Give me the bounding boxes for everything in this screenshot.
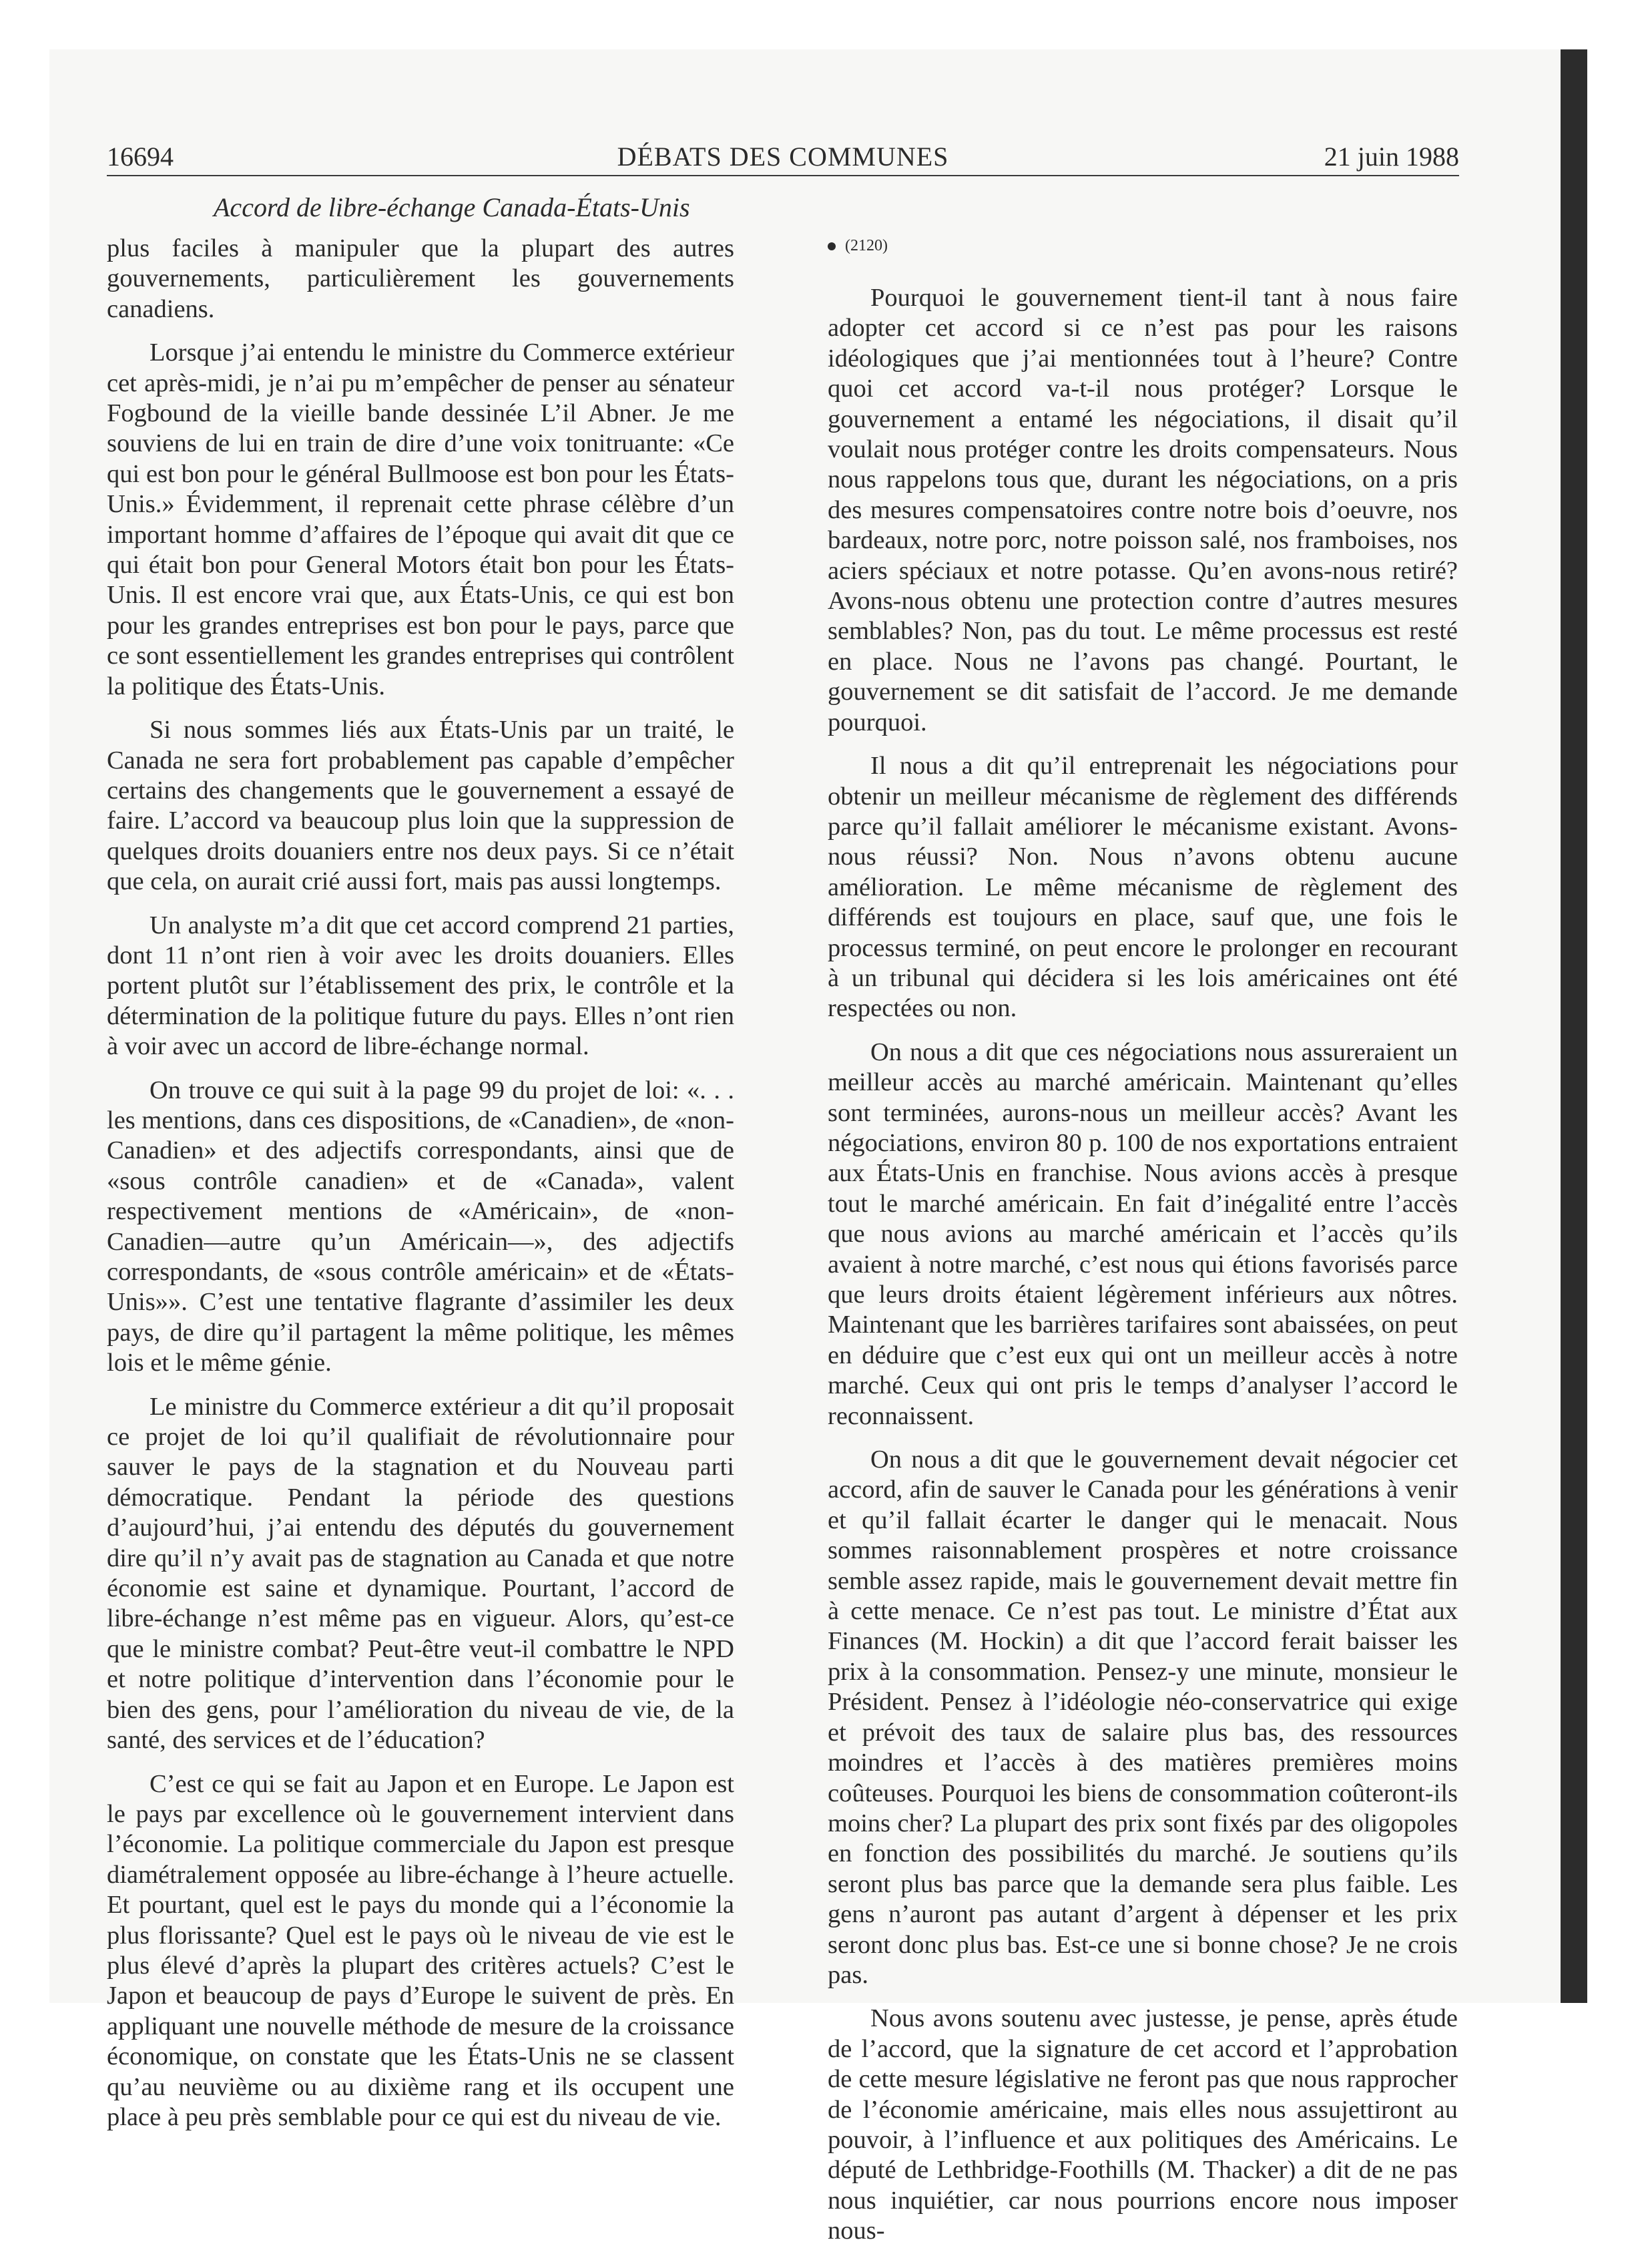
- paragraph: On nous a dit que le gouvernement devait négocier cet accord, afin de sauver le Canada pour les générations à venir et qu’il fallait écarter le danger qui le menacait. Nous sommes raisonnablement prospères et notre croissance semble assez rapide, mais le gouvernement devait mettre fin à cette menace. Ce n’est pas tout. Le ministre d’État aux Finances (M. Hockin) a dit que l’accord ferait baisser les prix à la consommation. Pensez-y une minute, monsieur le Président. Pensez à l’idéologie néo-conservatrice qui exige et prévoit des taux de salaire plus bas, des ressources moindres et l’accès à des matières premières moins coûteuses. Pourquoi les biens de consommation coûteront-ils moins cher? La plupart des prix sont fixés par des oligopoles en fonction des possibilités du marché. Je soutiens qu’ils seront plus bas parce que la demande sera plus faible. Les gens n’auront pas autant d’argent à dépenser et les prix seront donc plus bas. Est-ce une si bonne chose? Je ne crois pas.: [828, 1445, 1458, 1989]
- left-column: [107, 234, 734, 2146]
- paragraph: On nous a dit que ces négociations nous assureraient un meilleur accès au marché américain. Maintenant qu’elles sont terminées, aurons-nous un meilleur accès? Avant les négociations, environ 80 p. 100 de nos exportations entraient aux États-Unis en franchise. Nous avions accès à presque tout le marché américain. En fait d’inégalité entre l’accès que nous avions au marché américain et l’accès qu’ils avaient à notre marché, c’est nous qui étions favorisés parce que leurs droits étaient légèrement inférieurs aux nôtres. Maintenant que les barrières tarifaires sont abaissées, on peut en déduire que c’est eux qui ont un meilleur accès à notre marché. Ceux qui ont pris le temps d’analyser l’accord le reconnaissent.: [828, 1038, 1458, 1430]
- section-subtitle: Accord de libre-échange Canada-États-Unis: [214, 192, 690, 222]
- time-marker: [828, 232, 1458, 259]
- paragraph: Il nous a dit qu’il entreprenait les négociations pour obtenir un meilleur mécanisme de règlement des différends parce qu’il fallait améliorer le mécanisme existant. Avons-nous réussi? Non. Nous n’avons obtenu aucune amélioration. Le même mécanisme de règlement des différends est toujours en place, sauf que, une fois le processus terminé, on peut encore le prolonger en recourant à un tribunal qui décidera si les lois américaines ont été respectées ou non.: [828, 752, 1458, 1023]
- paragraph: plus faciles à manipuler que la plupart des autres gouvernements, particulièrement les gouvernements canadiens.: [107, 234, 734, 323]
- header-rule: [107, 175, 1459, 176]
- page-date: 21 juin 1988: [1324, 142, 1459, 172]
- scan-edge: [1561, 49, 1587, 2003]
- right-column: [828, 232, 1458, 2260]
- paragraph: Si nous sommes liés aux États-Unis par un traité, le Canada ne sera fort probablement pas capable d’empêcher certains des changements que le gouvernement a essayé de faire. L’accord va beaucoup plus loin que la suppression de quelques droits douaniers entre nos deux pays. Si ce n’était que cela, on aurait crié aussi fort, mais pas aussi longtemps.: [107, 716, 734, 896]
- page-header: [107, 140, 1459, 174]
- paragraph: Lorsque j’ai entendu le ministre du Commerce extérieur cet après-midi, je n’ai pu m’empêcher de penser au sénateur Fogbound de la vieille bande dessinée L’il Abner. Je me souviens de lui en train de dire d’une voix tonitruante: «Ce qui est bon pour le général Bullmoose est bon pour les États-Unis.» Évidemment, il reprenait cette phrase célèbre d’un important homme d’affaires de l’époque qui avait dit que ce qui était bon pour General Motors était bon pour les États-Unis. Il est encore vrai que, aux États-Unis, ce qui est bon pour les grandes entreprises est bon pour le pays, parce que ce sont essentiellement les grandes entreprises qui contrôlent la politique des États-Unis.: [107, 338, 734, 700]
- paragraph: On trouve ce qui suit à la page 99 du projet de loi: «. . . les mentions, dans ces dispositions, de «Canadien», de «non-Canadien» et des adjectifs correspondants, ainsi que de «sous contrôle canadien» et de «Canada», valent respectivement mentions de «Américain», de «non-Canadien—autre qu’un Américain—», des adjectifs correspondants, de «sous contrôle américain» et de «États-Unis»». C’est une tentative flagrante d’assimiler les deux pays, de dire qu’il partagent la même politique, les mêmes lois et le même génie.: [107, 1076, 734, 1377]
- time-marker-label: (2120): [845, 237, 888, 254]
- bullet-icon: [828, 242, 836, 250]
- paragraph: Pourquoi le gouvernement tient-il tant à nous faire adopter cet accord si ce n’est pas pour les raisons idéologiques que j’ai mentionnées tout à l’heure? Contre quoi cet accord va-t-il nous protéger? Lorsque le gouvernement a entamé les négociations, il disait qu’il voulait nous protéger contre les droits compensateurs. Nous nous rappelons tous que, durant les négociations, on a pris des mesures compensatoires contre notre bois d’oeuvre, nos bardeaux, notre porc, notre poisson salé, nos framboises, nos aciers spéciaux et notre potasse. Qu’en avons-nous retiré? Avons-nous obtenu une protection contre d’autres mesures semblables? Non, pas du tout. Le même processus est resté en place. Nous ne l’avons pas changé. Pourtant, le gouvernement se dit satisfait de l’accord. Je me demande pourquoi.: [828, 284, 1458, 736]
- paragraph: Le ministre du Commerce extérieur a dit qu’il proposait ce projet de loi qu’il qualifiait de révolutionnaire pour sauver le pays de la stagnation et du Nouveau parti démocratique. Pendant la période des questions d’aujourd’hui, j’ai entendu des députés du gouvernement dire qu’il n’y avait pas de stagnation au Canada et que notre économie est saine et dynamique. Pourtant, l’accord de libre-échange n’est même pas en vigueur. Alors, qu’est-ce que le ministre combat? Peut-être veut-il combattre le NPD et notre politique d’intervention dans l’économie pour le bien des gens, pour l’amélioration du niveau de vie, de la santé, des services et de l’éducation?: [107, 1392, 734, 1755]
- publication-title: DÉBATS DES COMMUNES: [617, 142, 949, 172]
- paragraph: Nous avons soutenu avec justesse, je pense, après étude de l’accord, que la signature de cet accord et l’approbation de cette mesure législative ne feront pas que nous rapprocher de l’économie américaine, mais elles nous assujettiront au pouvoir, à l’influence et aux politiques des Américains. Le député de Lethbridge-Foothills (M. Thacker) a dit de ne pas nous inquiétier, car nous pourrions encore nous imposer nous-: [828, 2004, 1458, 2245]
- paragraph: Un analyste m’a dit que cet accord comprend 21 parties, dont 11 n’ont rien à voir avec les droits douaniers. Elles portent plutôt sur l’établissement des prix, le contrôle et la détermination de la politique future du pays. Elles n’ont rien à voir avec un accord de libre-échange normal.: [107, 911, 734, 1061]
- page-number: 16694: [107, 142, 174, 172]
- paragraph: C’est ce qui se fait au Japon et en Europe. Le Japon est le pays par excellence où le gouvernement intervient dans l’économie. La politique commerciale du Japon est presque diamétralement opposée au libre-échange à l’heure actuelle. Et pourtant, quel est le pays du monde qui a l’économie la plus florissante? Quel est le pays où le niveau de vie est le plus élevé d’après la plupart des critères actuels? C’est le Japon et beaucoup de pays d’Europe le suivent de près. En appliquant une nouvelle méthode de mesure de la croissance économique, on constate que les États-Unis ne se classent qu’au neuvième ou au dixième rang et ils occupent une place à peu près semblable pour ce qui est du niveau de vie.: [107, 1769, 734, 2131]
